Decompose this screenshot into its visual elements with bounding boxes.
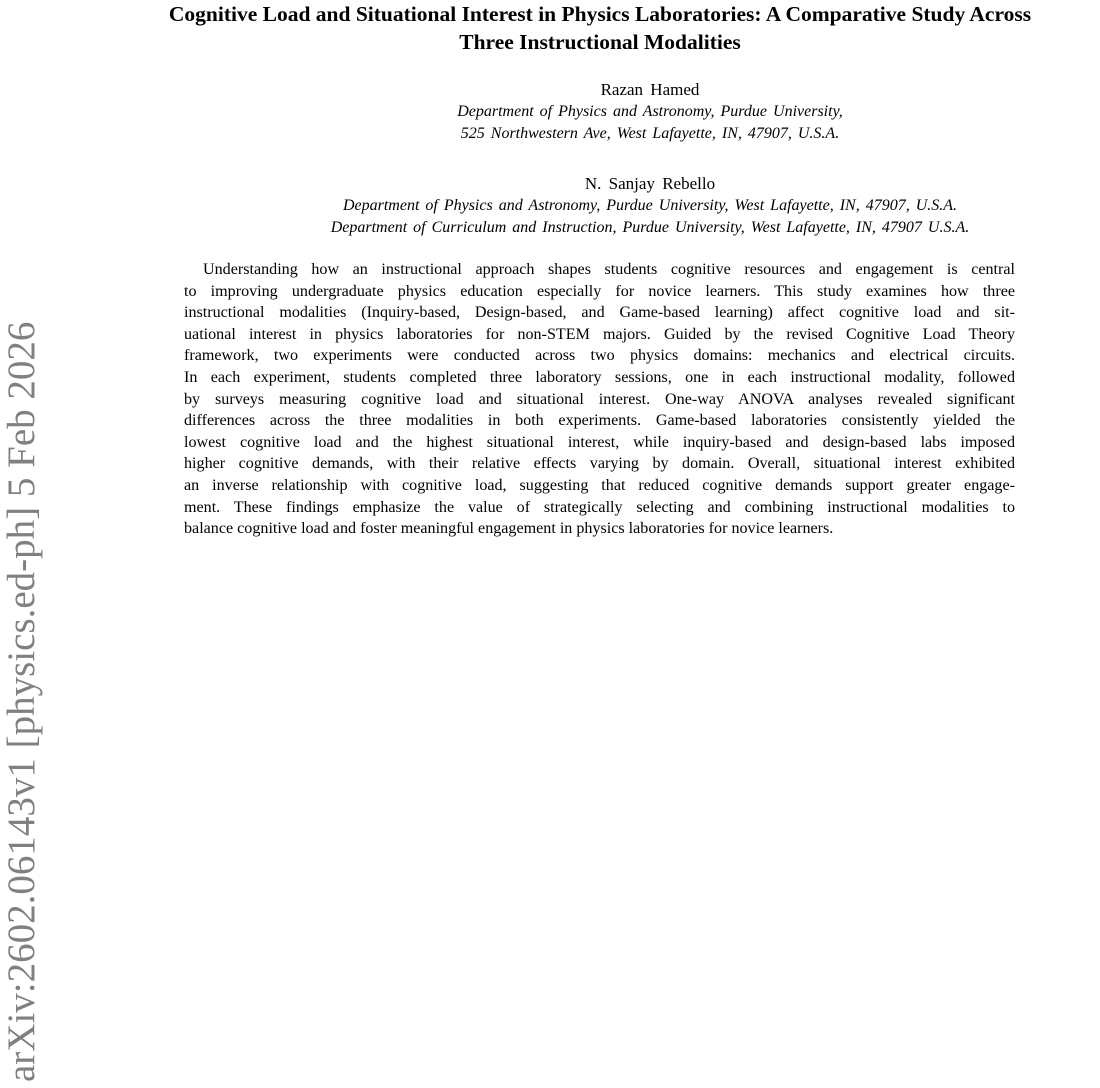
- abstract-line: lowest cognitive load and the highest situational interest, while inquiry-based and design-based labs imposed: [184, 433, 1015, 451]
- paper-title: [80, 0, 1100, 56]
- abstract-line: Understanding how an instructional approach shapes students cognitive resources and engagement is central: [203, 261, 1015, 278]
- abstract-line: instructional modalities (Inquiry-based, Design-based, and Game-based learning) affect cognitive load and sit-: [184, 304, 1015, 322]
- author-name: N. Sanjay Rebello: [584, 174, 716, 193]
- author-name: Razan Hamed: [600, 80, 700, 99]
- abstract-line: to improving undergraduate physics education especially for novice learners. This study examines how three: [184, 282, 1015, 300]
- abstract-line: by surveys measuring cognitive load and situational interest. One-way ANOVA analyses revealed significant: [184, 390, 1015, 408]
- abstract-line: an inverse relationship with cognitive load, suggesting that reduced cognitive demands support greater engage-: [184, 476, 1015, 494]
- abstract: [184, 259, 1015, 540]
- arxiv-identifier-stamp: arXiv:2602.06143v1 [physics.ed-ph] 5 Feb 2026: [0, 321, 43, 1082]
- abstract-line: ment. These findings emphasize the value of strategically selecting and combining instructional modalities to: [184, 498, 1015, 516]
- abstract-line: higher cognitive demands, with their relative effects varying by domain. Overall, situational interest exhibited: [184, 455, 1015, 473]
- author-affiliation: Department of Curriculum and Instruction, Purdue University, West Lafayette, IN, 47907 U.S.A.: [330, 219, 970, 236]
- abstract-line: In each experiment, students completed three laboratory sessions, one in each instructional modality, followed: [184, 368, 1015, 386]
- paper-title-line: Three Instructional Modalities: [459, 30, 741, 54]
- author-affiliation: Department of Physics and Astronomy, Purdue University, West Lafayette, IN, 47907, U.S.A.: [342, 197, 958, 214]
- author-block-hamed: [150, 79, 1100, 145]
- abstract-line: uational interest in physics laboratories for non-STEM majors. Guided by the revised Cognitive Load Theory: [184, 325, 1015, 343]
- paper-title-line: Cognitive Load and Situational Interest in Physics Laboratories: A Comparative Study Across: [168, 2, 1032, 26]
- author-affiliation: 525 Northwestern Ave, West Lafayette, IN, 47907, U.S.A.: [460, 125, 840, 142]
- author-block-rebello: [150, 173, 1100, 239]
- author-affiliation: Department of Physics and Astronomy, Purdue University,: [457, 103, 843, 120]
- abstract-line: balance cognitive load and foster meaningful engagement in physics laboratories for novice learners.: [184, 520, 834, 538]
- abstract-line: framework, two experiments were conducted across two physics domains: mechanics and electrical circuits.: [184, 347, 1015, 365]
- abstract-line: differences across the three modalities in both experiments. Game-based laboratories consistently yielded the: [184, 412, 1015, 430]
